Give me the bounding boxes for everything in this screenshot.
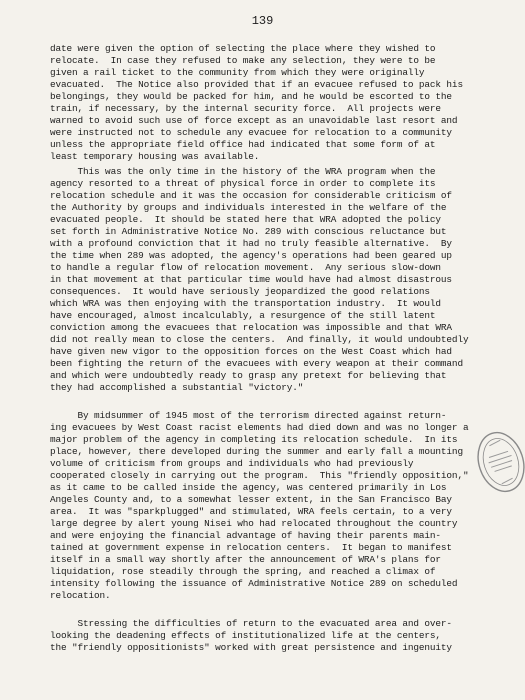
text-line: have given new vigor to the opposition forces on the West Coast which had [50, 346, 452, 357]
text-line: cooperated closely in carrying out the program. This "friendly opposition," [50, 470, 469, 481]
text-line: intensity following the issuance of Administrative Notice 289 on scheduled [50, 578, 458, 589]
text-line: relocation schedule and it was the occasion for considerable criticism of [50, 190, 452, 201]
text-line: volume of criticism from groups and individuals who had previously [50, 458, 414, 469]
text-line: large degree by alert young Nisei who had relocated throughout the country [50, 518, 458, 529]
text-line: they had accomplished a substantial "victory." [50, 382, 304, 393]
text-line: warned to avoid such use of force except as an unavoidable last resort and [50, 115, 458, 126]
text-line: By midsummer of 1945 most of the terrorism directed against return- [50, 410, 447, 421]
text-line: the time when 289 was adopted, the agency's operations had been geared up [50, 250, 452, 261]
text-line: relocate. In case they refused to make any selection, they were to be [50, 55, 436, 66]
text-line: given a rail ticket to the community from which they were originally [50, 67, 425, 78]
page-number: 139 [251, 14, 274, 28]
text-line: the Authority by groups and individuals interested in the welfare of the [50, 202, 447, 213]
text-line: looking the deadening effects of institutionalized life at the centers, [50, 630, 441, 641]
text-line: itself in a small way shortly after the announcement of WRA's plans for [50, 554, 441, 565]
text-line: as it came to be called inside the agency, was centered primarily in Los [50, 482, 447, 493]
text-line: train, if necessary, by the internal security force. All projects were [50, 103, 441, 114]
text-line: set forth in Administrative Notice No. 289 with conscious reluctance but [50, 226, 447, 237]
text-line: liquidation, rose steadily through the spring, and reached a climax of [50, 566, 436, 577]
text-line: belongings, they would be packed for him, and he would be escorted to the [50, 91, 452, 102]
text-line: to handle a regular flow of relocation movement. Any serious slow-down [50, 262, 441, 273]
text-line: Stressing the difficulties of return to the evacuated area and over- [50, 618, 452, 629]
text-line: ing evacuees by West Coast racist elements had died down and was no longer a [50, 422, 469, 433]
text-line: least temporary housing was available. [50, 151, 260, 162]
text-line: major problem of the agency in completing its relocation schedule. In its [50, 434, 458, 445]
text-line: relocation. [50, 590, 111, 601]
text-line: This was the only time in the history of the WRA program when the [50, 166, 436, 177]
text-line: and which were undoubtedly ready to grasp any pretext for believing that [50, 370, 447, 381]
text-line: and were enjoying the financial advantage of having their parents main- [50, 530, 441, 541]
text-line: with a profound conviction that it had no truly feasible alternative. By [50, 238, 452, 249]
text-line: unless the appropriate field office had indicated that some form of at [50, 139, 436, 150]
text-line: tained at government expense in relocation centers. It began to manifest [50, 542, 452, 553]
text-line: Angeles County and, to a somewhat lesser extent, in the San Francisco Bay [50, 494, 452, 505]
text-line: agency resorted to a threat of physical force in order to complete its [50, 178, 436, 189]
text-line: area. It was "sparkplugged" and stimulated, WRA feels certain, to a very [50, 506, 452, 517]
text-line: were instructed not to schedule any evacuee for relocation to a community [50, 127, 452, 138]
text-line: conviction among the evacuees that relocation was impossible and that WRA [50, 322, 452, 333]
text-line: did not really mean to close the centers. And finally, it would undoubtedly [50, 334, 469, 345]
text-line: consequences. It would have seriously jeopardized the good relations [50, 286, 430, 297]
text-line: have encouraged, almost incalculably, a resurgence of the still latent [50, 310, 436, 321]
text-line: in that movement at that particular time would have had almost disastrous [50, 274, 452, 285]
text-line: evacuated people. It should be stated here that WRA adopted the policy [50, 214, 441, 225]
library-seal-icon [471, 428, 525, 496]
text-line: the "friendly oppositionists" worked with great persistence and ingenuity [50, 642, 452, 653]
text-line: which WRA was then enjoying with the transportation industry. It would [50, 298, 441, 309]
text-line: date were given the option of selecting the place where they wished to [50, 43, 436, 54]
text-line: been fighting the return of the evacuees with every weapon at their command [50, 358, 463, 369]
text-line: evacuated. The Notice also provided that if an evacuee refused to pack his [50, 79, 463, 90]
text-line: place, however, there developed during the summer and early fall a mounting [50, 446, 463, 457]
